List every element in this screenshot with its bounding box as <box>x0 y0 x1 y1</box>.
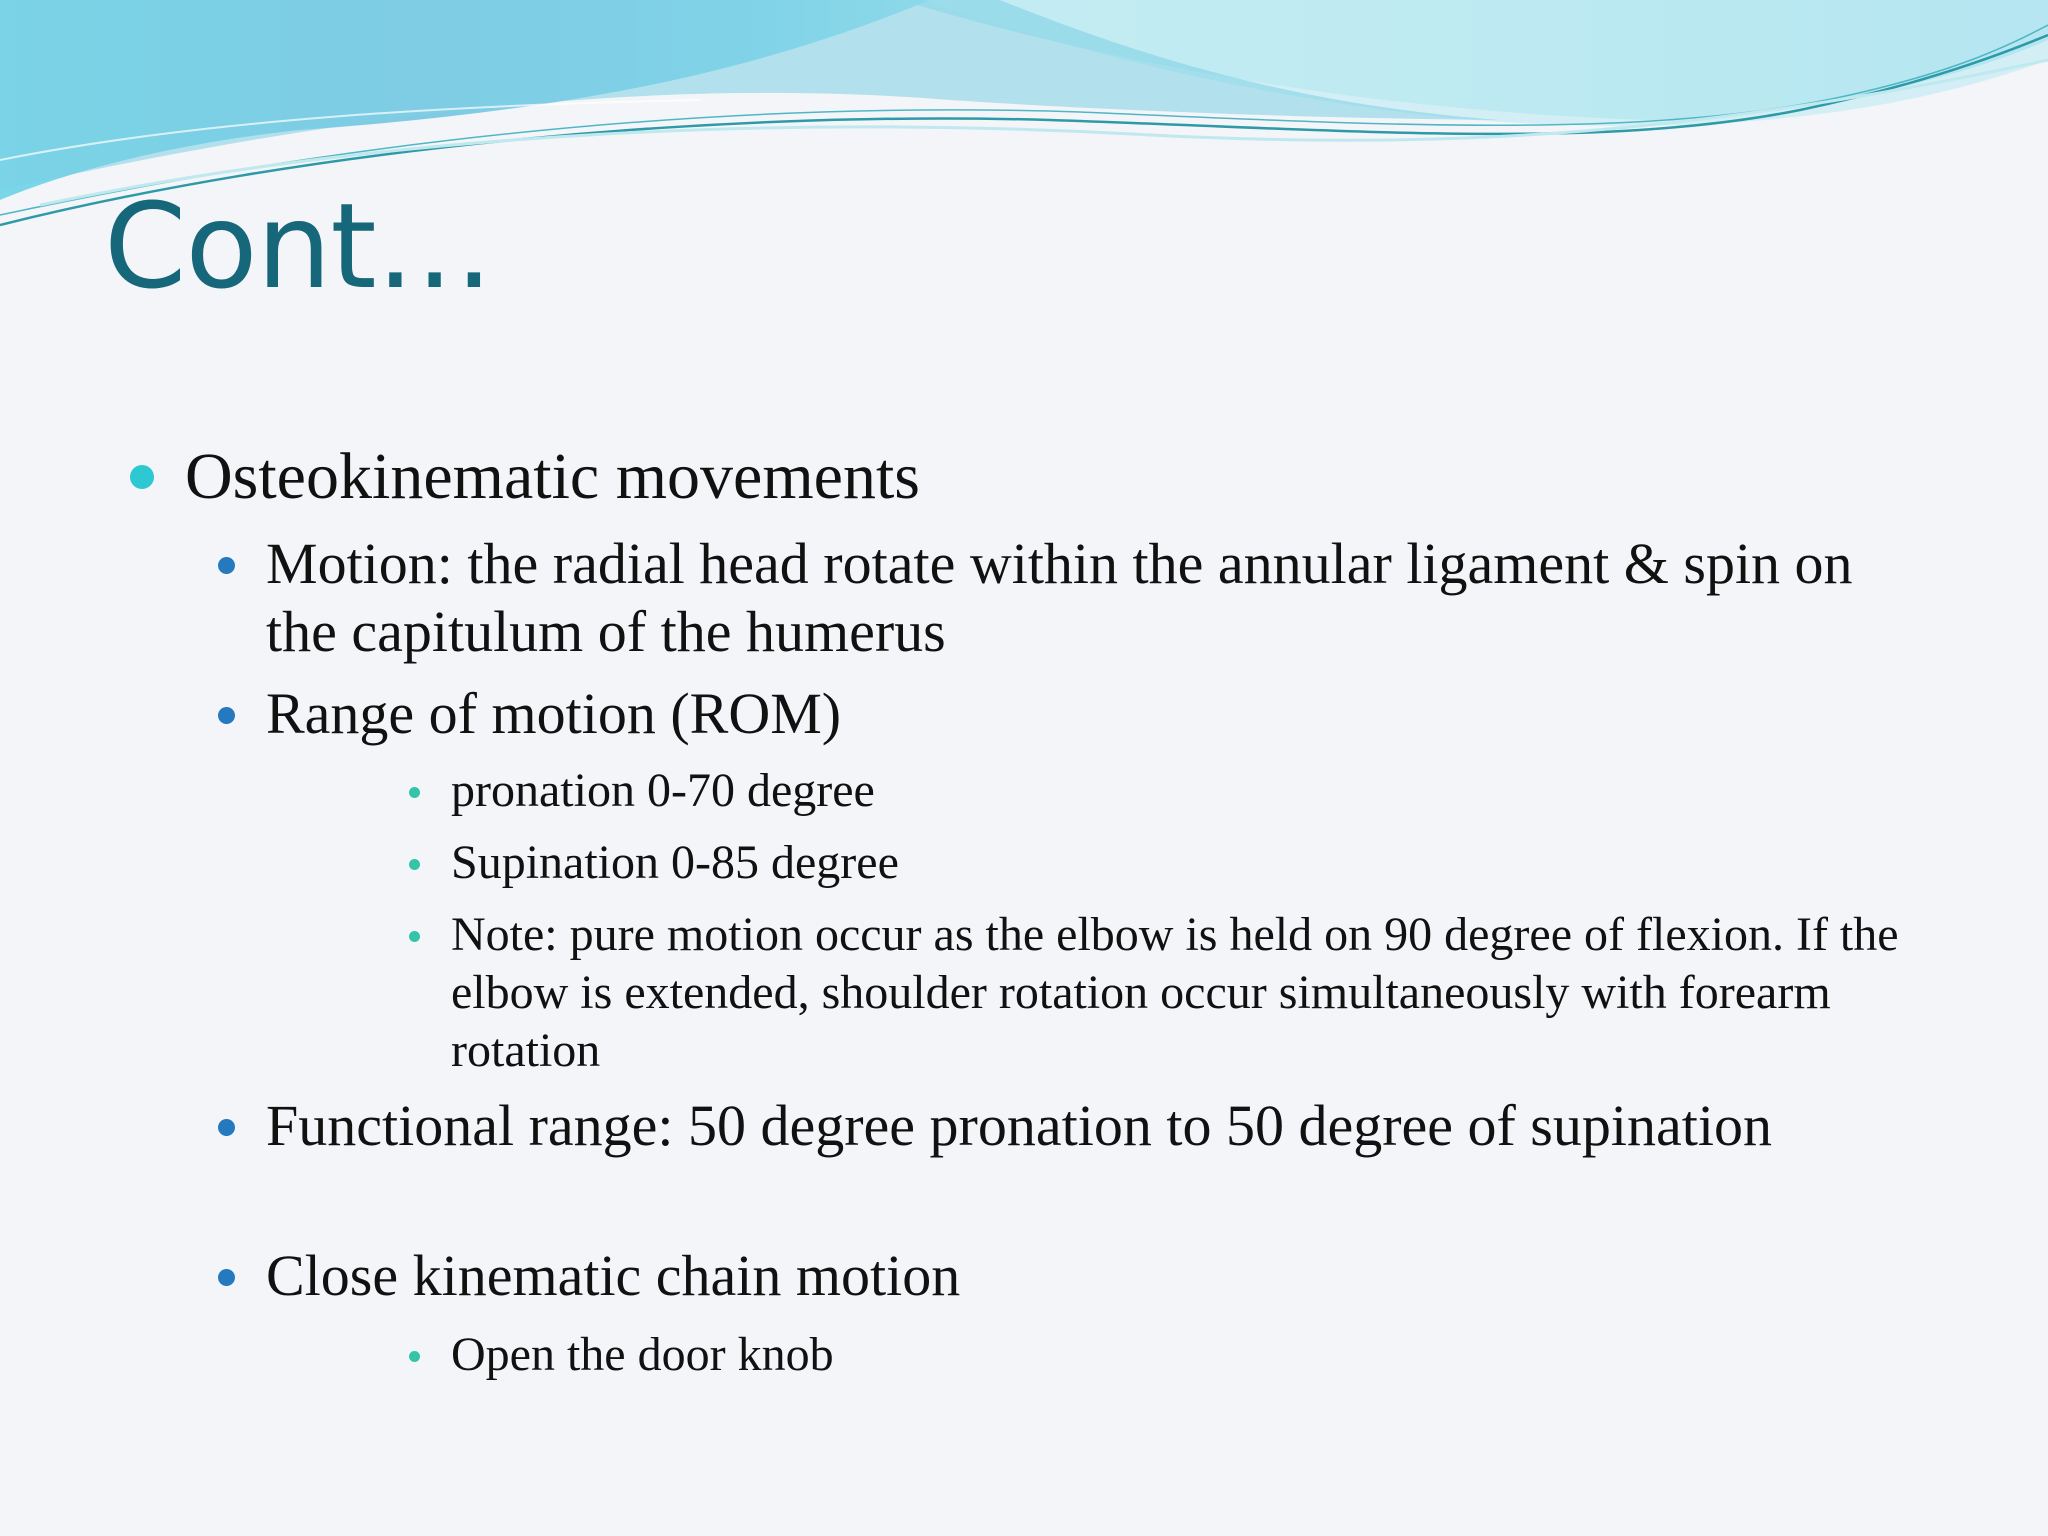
bullet-dot <box>409 859 420 870</box>
bullet-supination: Supination 0-85 degree <box>451 836 899 889</box>
bullet-rom: Range of motion (ROM) <box>266 681 842 746</box>
bullet-dot <box>218 707 235 724</box>
bullet-functional-range: Functional range: 50 degree pronation to 50 degree of supination <box>266 1093 1772 1158</box>
bullet-pronation: pronation 0-70 degree <box>451 764 875 817</box>
bullet-dot <box>130 465 154 489</box>
slide-title: Cont… <box>104 177 493 315</box>
bullet-door-knob: Open the door knob <box>451 1328 834 1381</box>
bullet-close-chain: Close kinematic chain motion <box>266 1243 961 1308</box>
bullet-note: Note: pure motion occur as the elbow is held on 90 degree of flexion. If the elbow is extended, shoulder rotation occur simultaneously with forearm rotation <box>451 908 1899 1077</box>
bullet-dot <box>409 931 420 942</box>
bullet-dot <box>409 787 420 798</box>
bullet-dot <box>409 1351 420 1362</box>
bullet-dot <box>218 1119 235 1136</box>
bullet-osteokinematic: Osteokinematic movements <box>185 440 920 513</box>
bullet-dot <box>218 1269 235 1286</box>
bullet-dot <box>218 557 235 574</box>
bullet-motion: Motion: the radial head rotate within the annular ligament & spin on the capitulum of the humerus <box>266 531 1853 664</box>
